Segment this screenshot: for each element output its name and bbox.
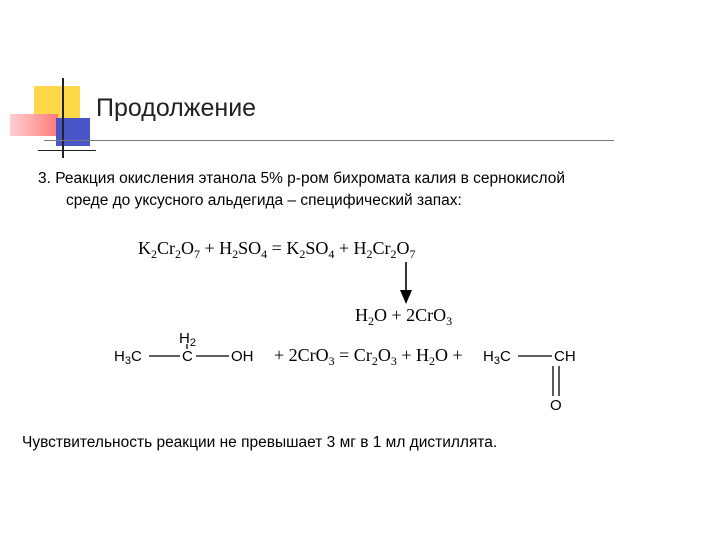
main-sub: 3: [328, 354, 335, 368]
eq1-token: SO: [305, 238, 329, 258]
eq1-sub: 4: [328, 247, 335, 261]
eq1-sub: 2: [366, 247, 373, 261]
atom-h: H: [114, 348, 125, 365]
atom-h: H: [483, 348, 494, 365]
atom-c: C: [182, 348, 193, 365]
atom-sub: 2: [189, 337, 196, 349]
eq1-token: + H: [200, 238, 233, 258]
description-line-2: среде до уксусного альдегида – специфический запах:: [66, 192, 462, 209]
description-line-1: 3. Реакция окисления этанола 5% р-ром бихромата калия в сернокислой: [38, 170, 566, 187]
main-token: + 2CrO: [274, 345, 329, 365]
eq2-token: O + 2CrO: [374, 305, 447, 325]
atom-c: C: [499, 348, 511, 365]
eq1-sub: 2: [151, 247, 157, 261]
main-token: O: [377, 345, 391, 365]
eq1-sub: 7: [194, 247, 200, 261]
eq1-token: K: [138, 238, 151, 258]
atom-oh: OH: [231, 348, 254, 365]
eq1-sub: 2: [175, 247, 181, 261]
main-sub: 2: [428, 354, 435, 368]
atom-ch: CH: [554, 348, 576, 365]
slide-title: Продолжение: [96, 94, 257, 122]
eq1-token: O: [181, 238, 194, 258]
eq1-token: SO: [238, 238, 262, 258]
main-token: = Cr: [334, 345, 372, 365]
eq2-token: H: [355, 305, 368, 325]
sensitivity-note: Чувствительность реакции не превышает 3 мг в 1 мл дистиллята.: [22, 434, 498, 451]
eq1-token: + H: [334, 238, 367, 258]
main-sub: 2: [371, 354, 378, 368]
atom-o: O: [550, 397, 562, 414]
eq1-token: = K: [267, 238, 300, 258]
eq1-sub: 2: [299, 247, 306, 261]
atom-sub: 3: [124, 355, 131, 367]
main-token: O +: [434, 345, 463, 365]
eq1-token: Cr: [372, 238, 391, 258]
eq2-sub: 2: [368, 314, 374, 328]
atom-h: H: [179, 330, 190, 347]
eq2-sub: 3: [446, 314, 453, 328]
main-sub: 3: [390, 354, 397, 368]
eq1-sub: 2: [232, 247, 239, 261]
eq1-sub: 7: [409, 247, 416, 261]
eq1-sub: 2: [390, 247, 397, 261]
eq1-sub: 4: [261, 247, 268, 261]
eq1-token: Cr: [157, 238, 175, 258]
atom-sub: 3: [493, 355, 500, 367]
eq1-token: O: [396, 238, 410, 258]
atom-c: C: [130, 348, 142, 365]
main-token: + H: [396, 345, 429, 365]
